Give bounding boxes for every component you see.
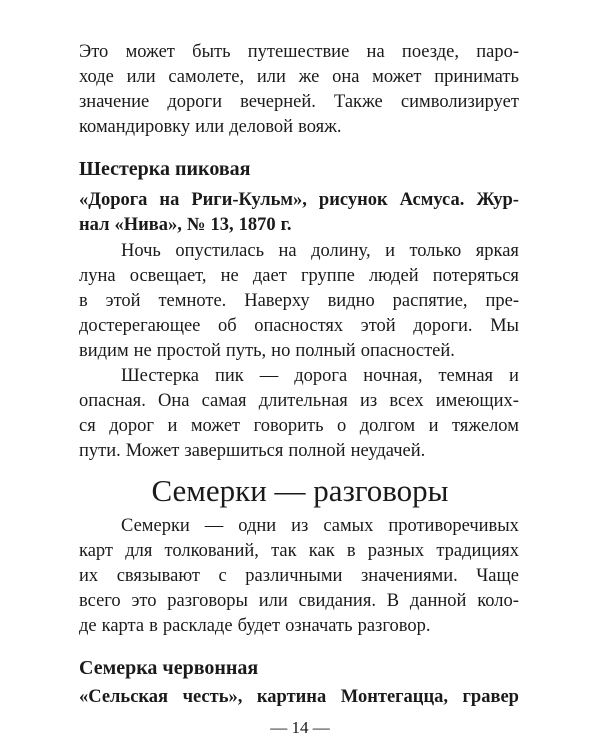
six-spades-text-line: пути. Может завершиться полной неудачей.	[79, 441, 426, 461]
six-spades-source-line: «Дорога на Риги-Кульм», рисунок Асмуса. Жур-	[79, 190, 519, 210]
six-spades-text-line: видим не простой путь, но полный опасностей.	[79, 341, 455, 361]
sevens-text-line: всего это разговоры или свидания. В данной коло-	[79, 591, 519, 611]
sevens-text-line: карт для толкований, так как в разных традициях	[79, 541, 519, 561]
page-number: — 14 —	[270, 718, 330, 737]
sevens-text-line: де карта в раскладе будет означать разговор.	[79, 616, 431, 636]
six-spades-text-line: ся дорог и может говорить о долгом и тяжелом	[79, 416, 519, 436]
sevens-text-line: Семерки — одни из самых противоречивых	[121, 516, 519, 536]
six-spades-text-line: Шестерка пик — дорога ночная, темная и	[121, 366, 519, 386]
intro-line: ходе или самолете, или же она может принимать	[79, 67, 519, 87]
six-spades-text-line: в этой темноте. Наверху видно распятие, пре-	[79, 291, 519, 311]
seven-hearts-source-line: «Сельская честь», картина Монтегацца, гравер	[79, 687, 519, 707]
seven-hearts-heading: Семерка червонная	[79, 657, 259, 679]
six-spades-text-line: достерегающее об опасностях этой дороги. Мы	[79, 316, 519, 336]
six-spades-text-line: опасная. Она самая длительная из всех имеющих-	[79, 391, 519, 411]
sevens-text-line: их связывают с различными значениями. Чаще	[79, 566, 519, 586]
intro-line: командировку или деловой вояж.	[79, 117, 342, 137]
six-spades-text-line: Ночь опустилась на долину, и только яркая	[121, 241, 519, 261]
six-spades-text-line: луна освещает, не дает группе людей потеряться	[79, 266, 519, 286]
sevens-section-title: Семерки — разговоры	[151, 473, 449, 508]
six-spades-source-line: нал «Нива», № 13, 1870 г.	[79, 215, 292, 235]
six-spades-heading: Шестерка пиковая	[79, 158, 251, 180]
intro-line: значение дороги вечерней. Также символизирует	[79, 92, 519, 112]
intro-line: Это может быть путешествие на поезде, паро-	[79, 42, 519, 62]
